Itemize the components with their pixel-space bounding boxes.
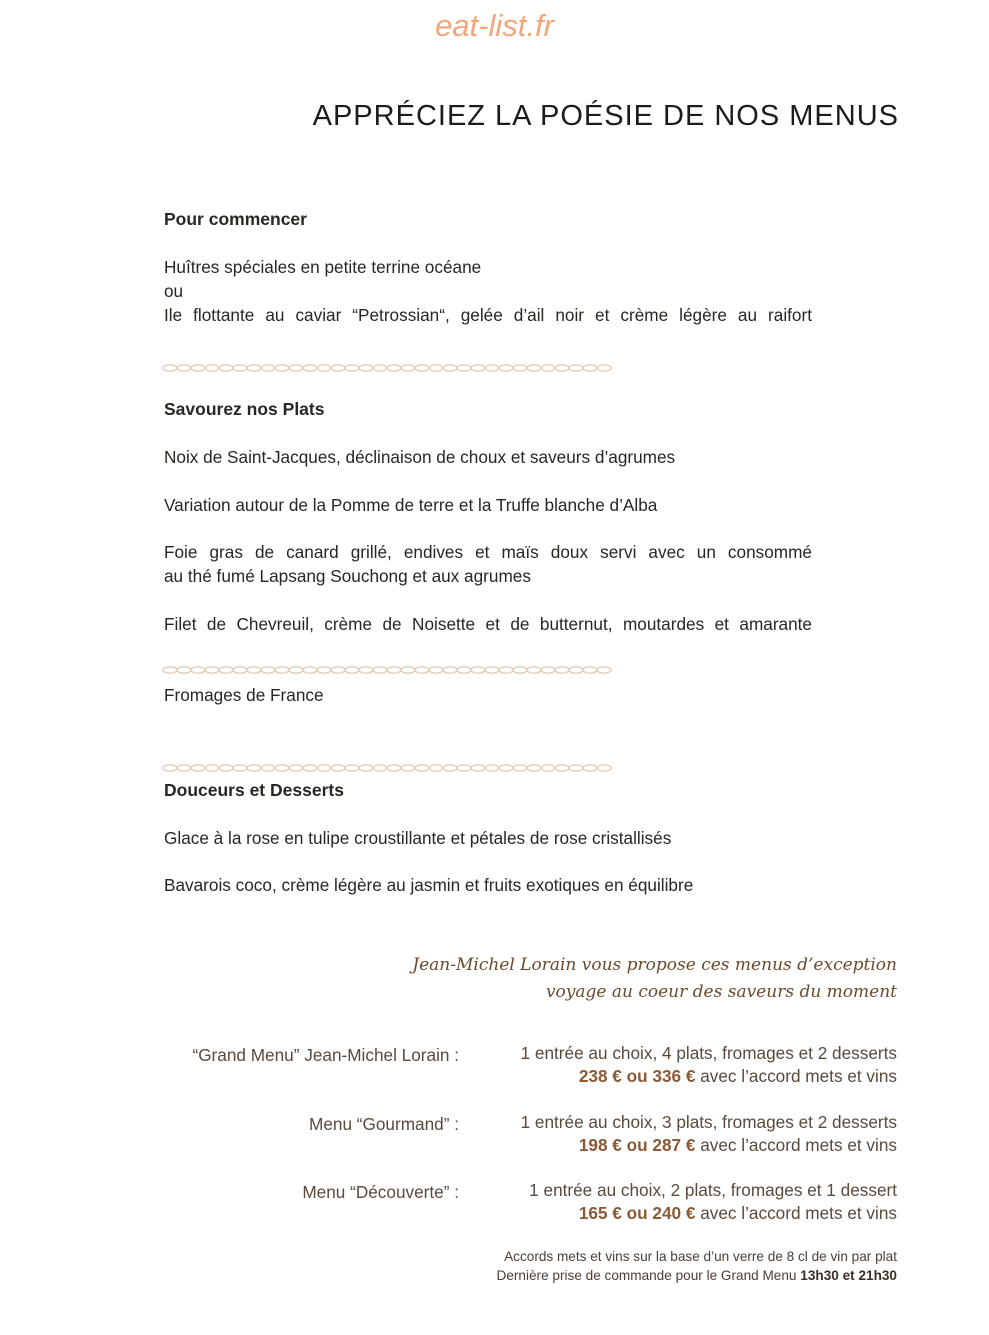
dessert-1: Glace à la rose en tulipe croustillante et pétales de rose cristallisés [164, 828, 672, 848]
menu-price-line [521, 1065, 897, 1088]
section-heading-starters: Pour commencer [164, 209, 307, 229]
menu-name-decouverte: Menu “Découverte” : [302, 1182, 459, 1202]
cheese-course: Fromages de France [164, 685, 324, 705]
footer-notes [497, 1247, 897, 1285]
last-order-text: Dernière prise de commande pour le Grand Menu [496, 1268, 801, 1283]
last-order-times: 13h30 et 21h30 [800, 1268, 897, 1283]
starter-1: Huîtres spéciales en petite terrine océane [164, 257, 482, 277]
menu-price-line [521, 1134, 897, 1157]
watermark: eat-list.fr [435, 8, 554, 43]
menu-details-gourmand [521, 1111, 897, 1157]
menu-details-grand [521, 1042, 897, 1088]
ornament-divider [162, 362, 617, 374]
menu-description: 1 entrée au choix, 4 plats, fromages et 2 desserts [520, 1043, 897, 1063]
menu-price-suffix: avec l’accord mets et vins [695, 1203, 897, 1223]
chef-tagline-1: Jean-Michel Lorain vous propose ces menus d’exception [412, 955, 897, 975]
dessert-2: Bavarois coco, crème légère au jasmin et fruits exotiques en équilibre [164, 875, 694, 895]
menu-price-suffix: avec l’accord mets et vins [695, 1066, 897, 1086]
ornament-divider [162, 664, 617, 676]
ornament-divider [162, 762, 617, 774]
main-dish-3-line-2: au thé fumé Lapsang Souchong et aux agrumes [164, 566, 531, 586]
menu-description: 1 entrée au choix, 3 plats, fromages et 2 desserts [520, 1112, 897, 1132]
menu-price: 238 € ou 336 € [578, 1066, 696, 1086]
main-dish-2: Variation autour de la Pomme de terre et la Truffe blanche d’Alba [164, 495, 658, 515]
main-dish-3-line-1: Foie gras de canard grillé, endives et maïs doux servi avec un consommé [164, 542, 812, 562]
starter-or: ou [164, 281, 184, 301]
chef-tagline-2: voyage au coeur des saveurs du moment [545, 982, 897, 1002]
menu-name-grand: “Grand Menu” Jean-Michel Lorain : [192, 1045, 459, 1065]
last-order-note [497, 1266, 897, 1285]
menu-details-decouverte [529, 1179, 897, 1225]
section-heading-mains: Savourez nos Plats [164, 399, 325, 419]
wine-pairing-note: Accords mets et vins sur la base d’un verre de 8 cl de vin par plat [504, 1249, 897, 1264]
section-heading-desserts: Douceurs et Desserts [164, 780, 344, 800]
page-title: APPRÉCIEZ LA POÉSIE DE NOS MENUS [312, 100, 899, 132]
main-dish-4: Filet de Chevreuil, crème de Noisette et de butternut, moutardes et amarante [164, 614, 812, 634]
menu-price: 198 € ou 287 € [578, 1135, 696, 1155]
menu-price-suffix: avec l’accord mets et vins [695, 1135, 897, 1155]
menu-name-gourmand: Menu “Gourmand” : [309, 1114, 459, 1134]
menu-price: 165 € ou 240 € [578, 1203, 696, 1223]
main-dish-1: Noix de Saint-Jacques, déclinaison de choux et saveurs d’agrumes [164, 447, 676, 467]
menu-price-line [529, 1202, 897, 1225]
menu-description: 1 entrée au choix, 2 plats, fromages et 1 dessert [529, 1180, 897, 1200]
starter-2: Ile flottante au caviar “Petrossian“, gelée d’ail noir et crème légère au raifort [164, 305, 812, 325]
